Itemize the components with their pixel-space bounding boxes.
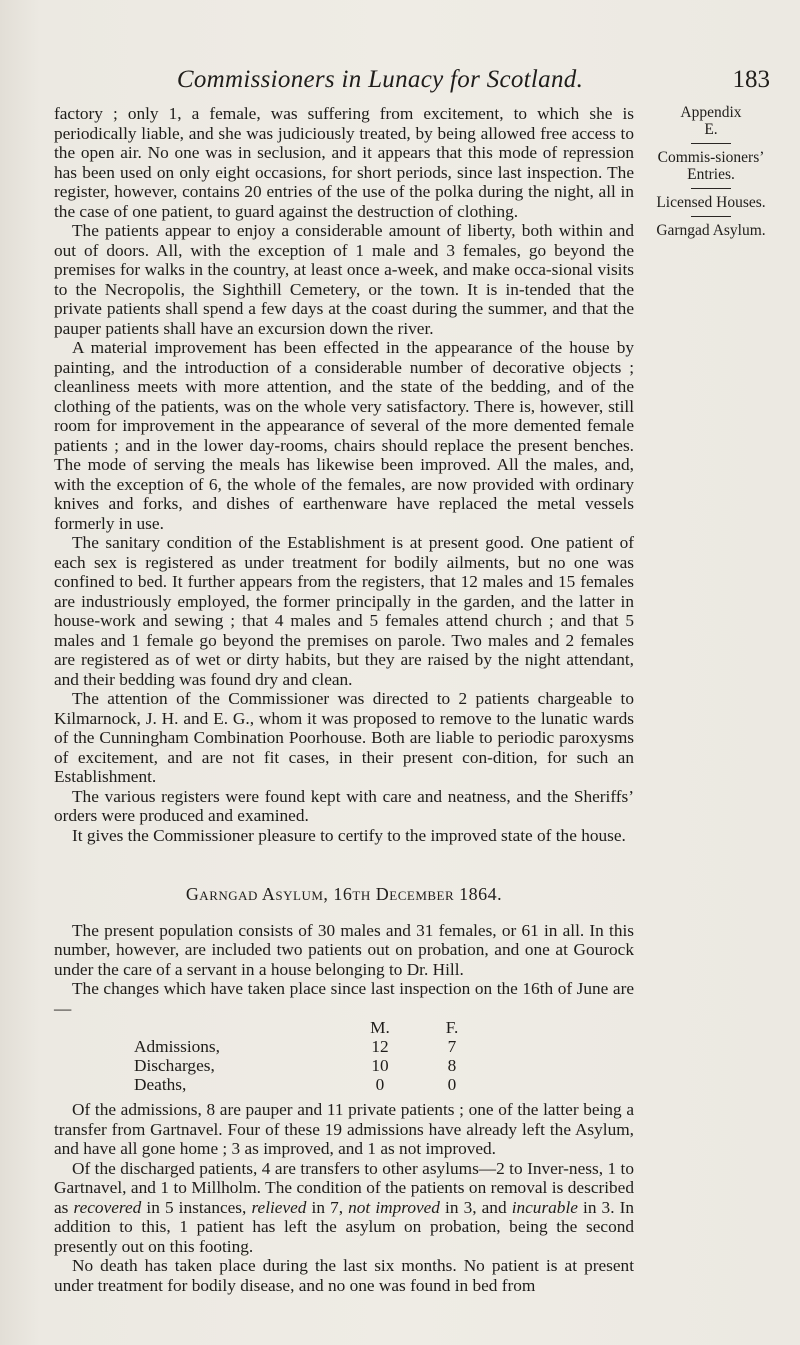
cell-males: 10 xyxy=(371,1056,389,1075)
paragraph: factory ; only 1, a female, was suffering from excitement, to which she is periodically liable, and she was judiciously treated, by being allowed free access to the open air. No one was in seclusion, and it appears that this mode of repression has been used on only eight occasions, for short periods, since last inspection. The register, however, contains 20 entries of the use of the polka during the night, all in the case of one patient, to guard against the destruction of clothing. xyxy=(54,104,634,221)
running-title: Commissioners in Lunacy for Scotland. xyxy=(176,66,584,93)
margin-notes xyxy=(636,104,786,239)
cell-males: 0 xyxy=(375,1075,385,1094)
changes-table xyxy=(134,1018,488,1094)
cell-females: 8 xyxy=(447,1056,457,1075)
margin-note-appendix: Appendix xyxy=(680,104,742,121)
column-header-females: F. xyxy=(445,1018,459,1037)
margin-note-asylum: Garngad Asylum. xyxy=(656,222,766,239)
cell-females: 0 xyxy=(447,1075,457,1094)
paragraph: It gives the Commissioner pleasure to certify to the improved state of the house. xyxy=(72,825,626,845)
row-label: Deaths, xyxy=(134,1075,187,1094)
cell-males: 12 xyxy=(371,1037,389,1056)
margin-rule xyxy=(691,216,731,217)
page-header xyxy=(110,66,770,100)
row-label: Discharges, xyxy=(134,1056,215,1075)
table-header-row xyxy=(134,1018,488,1037)
column-header-males: M. xyxy=(370,1018,390,1037)
page-number: 183 xyxy=(732,66,770,93)
paragraph: The sanitary condition of the Establishment is at present good. One patient of each sex is registered as under treatment for bodily ailments, but no one was confined to bed. It further appears from the registers, that 12 males and 15 females are industriously employed, the former principally in the garden, and the latter in house-work and sewing ; that 4 males and 5 females attend church ; and that 5 males and 1 female go beyond the premises on parole. Two males and 2 females are registered as of wet or dirty habits, but they are raised by the night attendant, and their bedding was found dry and clean. xyxy=(54,533,634,689)
margin-rule xyxy=(691,143,731,144)
paragraph: The changes which have taken place since last inspection on the 16th of June are— xyxy=(54,979,634,1018)
margin-rule xyxy=(691,188,731,189)
paragraph: The attention of the Commissioner was directed to 2 patients chargeable to Kilmarnock, J. H. and E. G., whom it was proposed to remove to the lunatic wards of the Cunningham Combination Poorhouse. Both are liable to periodic paroxysms of excitement, and are not fit cases, in their present con-dition, for such an Establishment. xyxy=(54,689,634,786)
row-label: Admissions, xyxy=(134,1037,220,1056)
cell-females: 7 xyxy=(447,1037,457,1056)
paragraph: Of the discharged patients, 4 are transfers to other asylums—2 to Inver-ness, 1 to Gartnavel, and 1 to Millholm. The condition of the patients on removal is described as recovered in 5 instances, relieved in 7, not improved in 3, and incurable in 3. In addition to this, 1 patient has left the asylum on probation, being the second presently out on this footing. xyxy=(54,1158,635,1256)
paragraph: No death has taken place during the last six months. No patient is at present under treatment for bodily disease, and no one was found in bed from xyxy=(54,1256,634,1295)
paragraph: A material improvement has been effected in the appearance of the house by painting, and the introduction of a considerable number of decorative objects ; cleanliness meets with more attention, and the state of the bedding, and of the clothing of the patients, was on the whole very satisfactory. There is, however, still room for improvement in the appearance of several of the more demented female patients ; and in the lower day-rooms, chairs should replace the present benches. The mode of serving the meals has likewise been improved. All the males, and, with the exception of 6, the whole of the females, are now provided with ordinary knives and forks, and dishes of earthenware have replaced the metal vessels formerly in use. xyxy=(54,338,634,533)
table-row xyxy=(134,1037,488,1056)
table-row xyxy=(134,1075,488,1094)
section-heading: Garngad Asylum, 16th December 1864. xyxy=(185,884,503,904)
table-row xyxy=(134,1056,488,1075)
paragraph: The various registers were found kept with care and neatness, and the Sheriffs’ orders were produced and examined. xyxy=(54,786,634,825)
margin-note-commissioners-entries: Commis-sioners’ Entries. xyxy=(657,149,765,183)
margin-note-licensed-houses: Licensed Houses. xyxy=(656,194,766,211)
body-text xyxy=(54,104,634,1295)
paragraph: The present population consists of 30 males and 31 females, or 61 in all. In this number, however, are included two patients out on probation, and one at Gourock under the care of a servant in a house belonging to Dr. Hill. xyxy=(54,920,634,979)
paragraph: Of the admissions, 8 are pauper and 11 private patients ; one of the latter being a transfer from Gartnavel. Four of these 19 admissions have already left the Asylum, and have all gone home ; 3 as improved, and 1 as not improved. xyxy=(54,1100,634,1158)
margin-note-appendix-letter: E. xyxy=(704,121,718,138)
paragraph: The patients appear to enjoy a considerable amount of liberty, both within and out of doors. All, with the exception of 1 male and 3 females, go beyond the premises for walks in the country, at least once a-week, and make occa-sional visits to the Necropolis, the Sighthill Cemetery, or the town. It is in-tended that the private patients shall spend a few days at the coast during the summer, and that the pauper patients shall have an excursion down the river. xyxy=(54,221,634,338)
